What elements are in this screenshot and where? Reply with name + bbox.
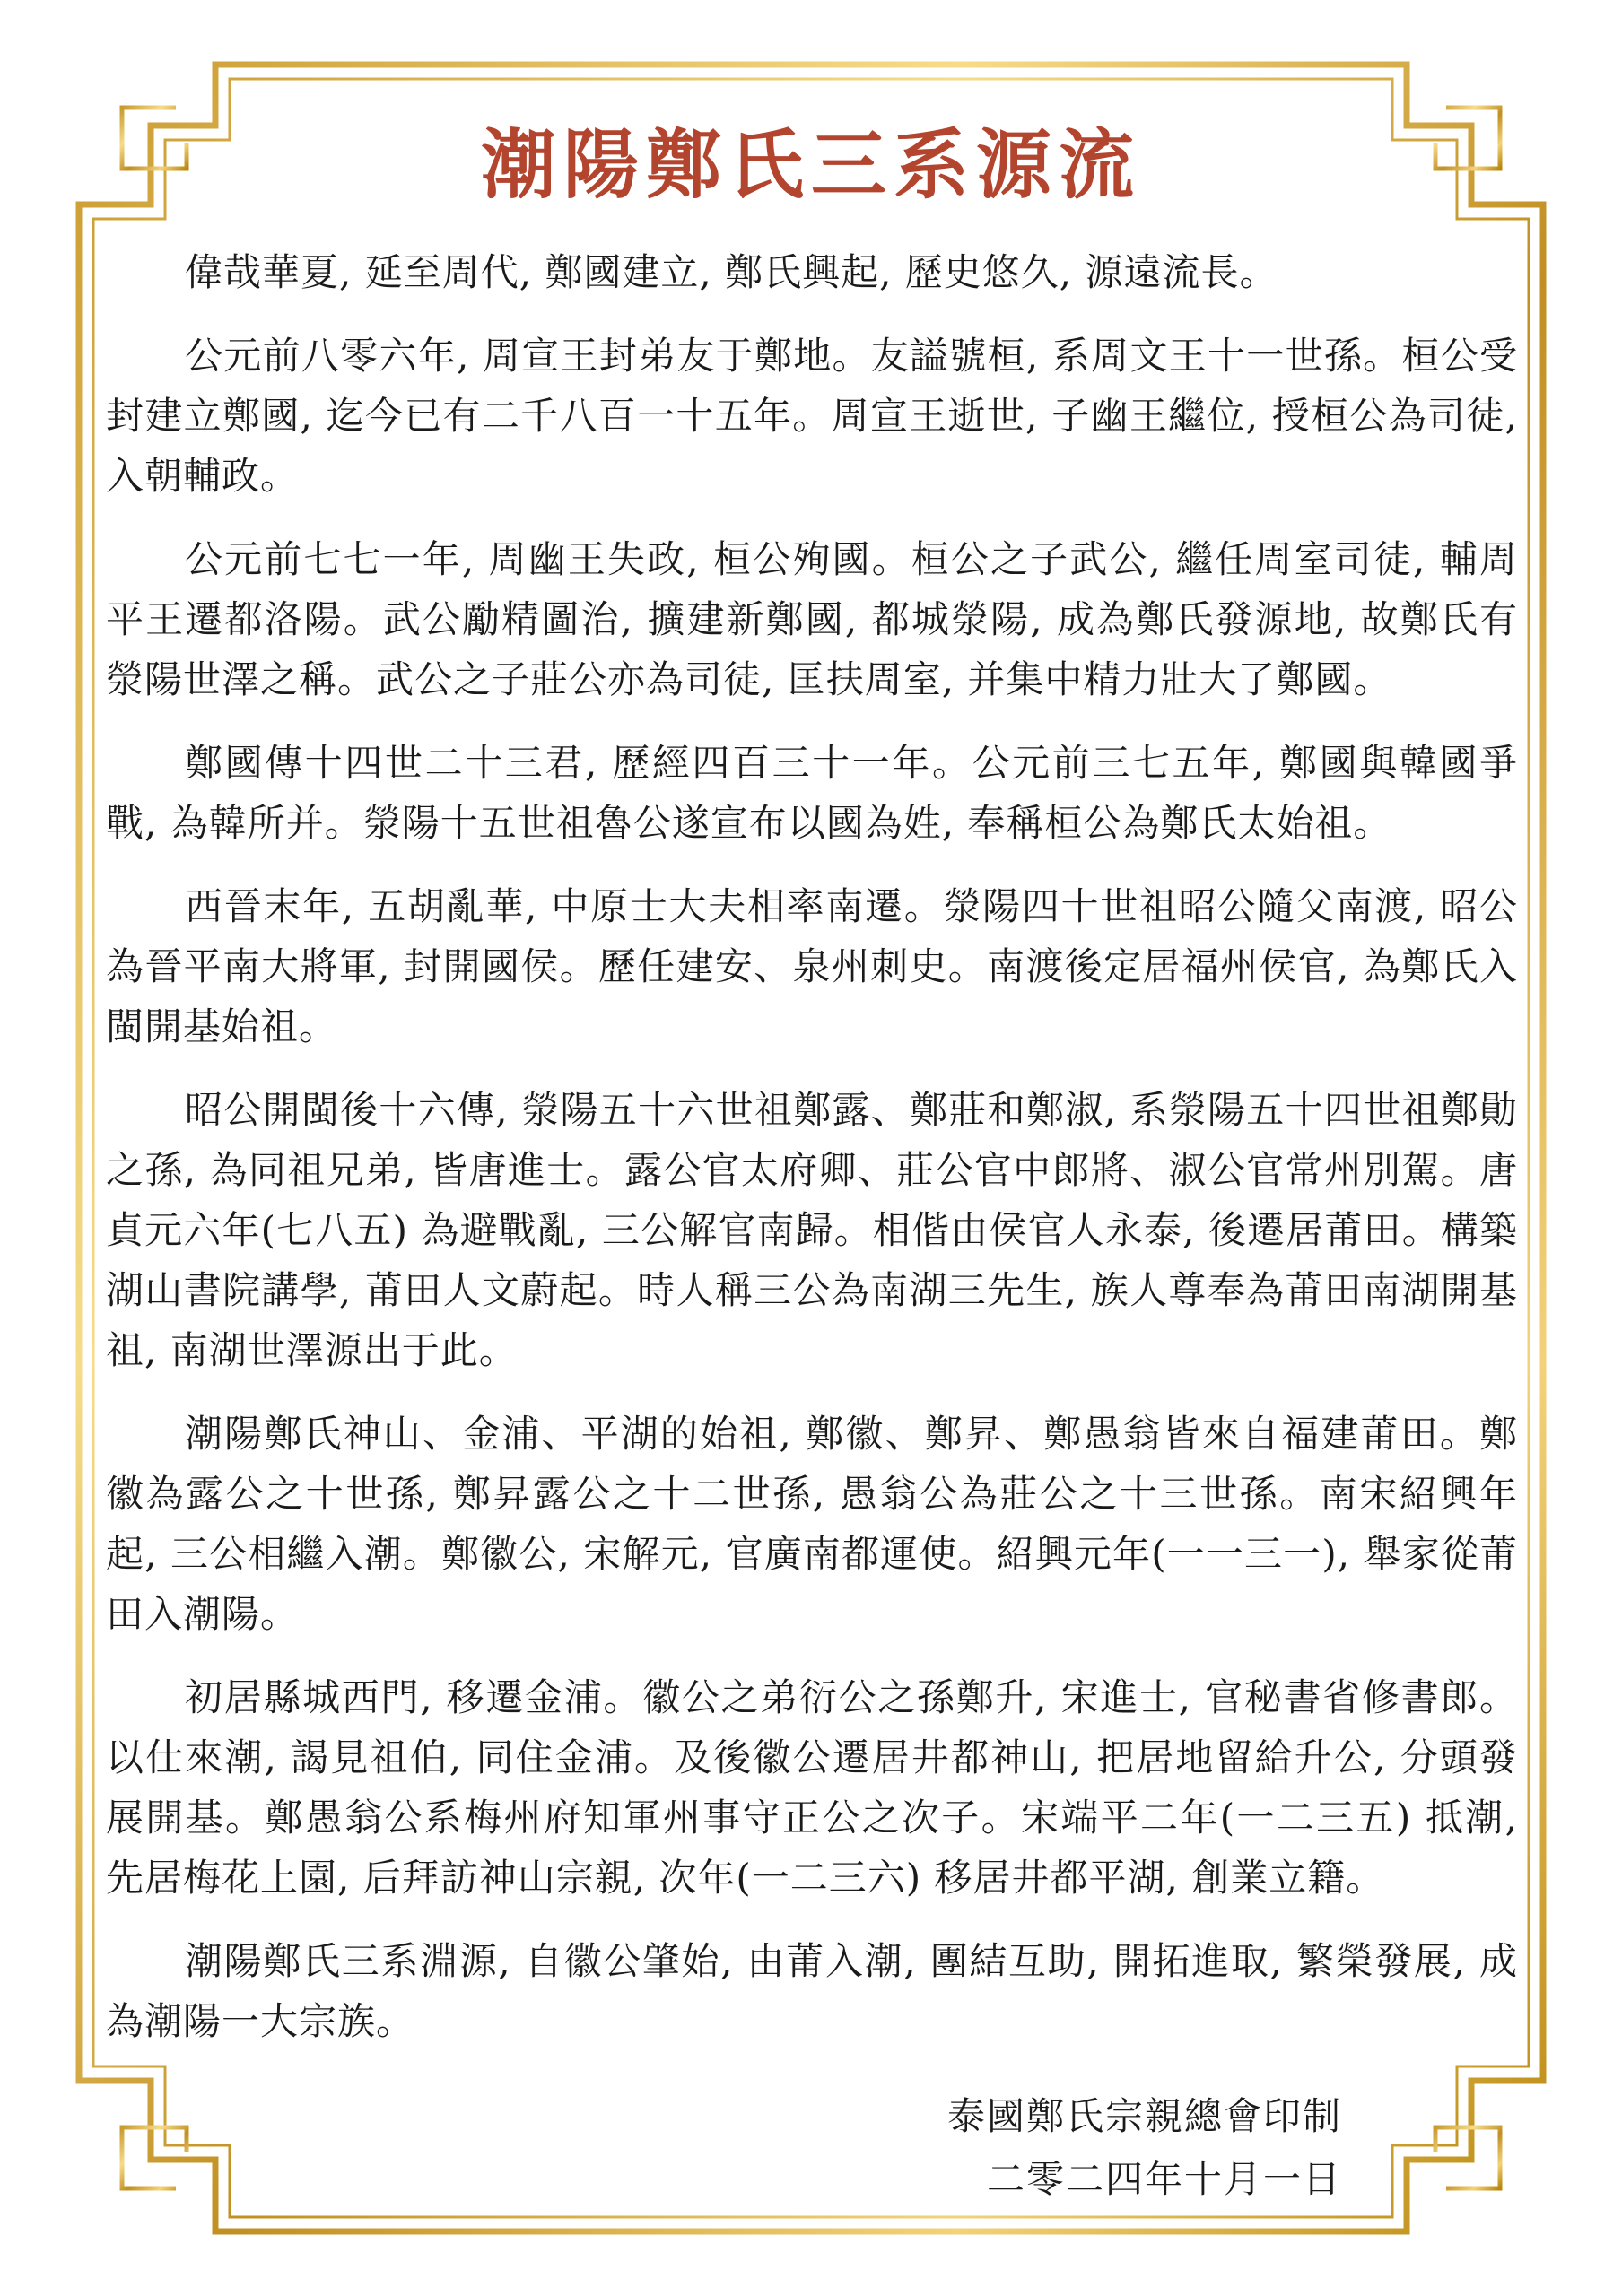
- paragraph: 公元前八零六年, 周宣王封弟友于鄭地。友謚號桓, 系周文王十一世孫。桓公受封建立鄭國, 迄今已有二千八百一十五年。周宣王逝世, 子幽王繼位, 授桓公為司徒, 入朝輔政。: [106, 334, 1518, 498]
- footer-signature: [947, 2085, 1342, 2211]
- article-body: [106, 242, 1518, 2074]
- paragraph: 昭公開閩後十六傳, 滎陽五十六世祖鄭露、鄭莊和鄭淑, 系滎陽五十四世祖鄭勛之孫, 為同祖兄弟, 皆唐進士。露公官太府卿、莊公官中郎將、淑公官常州別駕。唐貞元六年(七八五) 為避戰亂, 三公解官南歸。相偕由侯官人永泰, 後遷居莆田。構築湖山書院講學, 莆田人文蔚起。時人稱三公為南湖三先生, 族人尊奉為莆田南湖開基祖, 南湖世澤源出于此。: [106, 1088, 1518, 1372]
- paragraph: 西晉末年, 五胡亂華, 中原士大夫相率南遷。滎陽四十世祖昭公隨父南渡, 昭公為晉平南大將軍, 封開國侯。歷任建安、泉州刺史。南渡後定居福州侯官, 為鄭氏入閩開基始祖。: [106, 884, 1518, 1048]
- publisher-line: 泰國鄭氏宗親總會印制: [946, 2094, 1342, 2138]
- paragraph: 公元前七七一年, 周幽王失政, 桓公殉國。桓公之子武公, 繼任周室司徒, 輔周平王遷都洛陽。武公勵精圖治, 擴建新鄭國, 都城滎陽, 成為鄭氏發源地, 故鄭氏有滎陽世澤之稱。武公之子莊公亦為司徒, 匡扶周室, 并集中精力壯大了鄭國。: [106, 537, 1518, 701]
- page-title: 潮陽鄭氏三系源流: [480, 120, 1141, 209]
- paragraph: 偉哉華夏, 延至周代, 鄭國建立, 鄭氏興起, 歷史悠久, 源遠流長。: [185, 250, 1278, 294]
- date-line: 二零二四年十月一日: [986, 2157, 1342, 2201]
- paragraph: 潮陽鄭氏三系淵源, 自徽公肇始, 由莆入潮, 團結互助, 開拓進取, 繁榮發展, 成為潮陽一大宗族。: [106, 1939, 1518, 2043]
- paragraph: 鄭國傳十四世二十三君, 歷經四百三十一年。公元前三七五年, 鄭國與韓國爭戰, 為韓所并。滎陽十五世祖魯公遂宣布以國為姓, 奉稱桓公為鄭氏太始祖。: [106, 741, 1518, 845]
- paragraph: 初居縣城西門, 移遷金浦。徽公之弟衍公之孫鄭升, 宋進士, 官秘書省修書郎。以仕來潮, 謁見祖伯, 同住金浦。及後徽公遷居井都神山, 把居地留給升公, 分頭發展開基。鄭愚翁公系梅州府知軍州事守正公之次子。宋端平二年(一二三五) 抵潮, 先居梅花上園, 后拜訪神山宗親, 次年(一二三六) 移居井都平湖, 創業立籍。: [106, 1675, 1518, 1900]
- paragraph: 潮陽鄭氏神山、金浦、平湖的始祖, 鄭徽、鄭昇、鄭愚翁皆來自福建莆田。鄭徽為露公之十世孫, 鄭昇露公之十二世孫, 愚翁公為莊公之十三世孫。南宋紹興年起, 三公相繼入潮。鄭徽公, 宋解元, 官廣南都運使。紹興元年(一一三一), 舉家從莆田入潮陽。: [106, 1412, 1518, 1636]
